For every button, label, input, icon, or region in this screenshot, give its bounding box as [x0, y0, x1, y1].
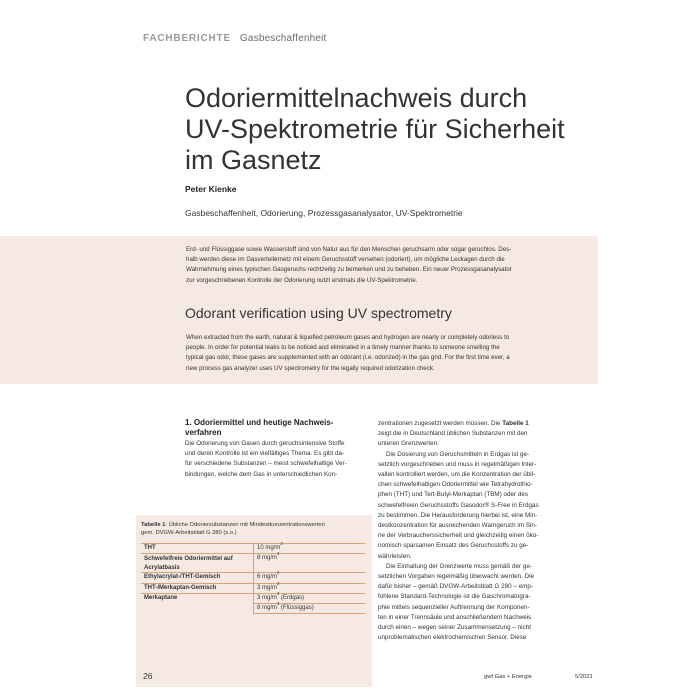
- abstract-line: halb werden diese im Gasverteilernetz mit einem Geruchsstoff versehen (odoriert), um mögliche Leckagen durch die: [186, 256, 505, 264]
- body-line: setzlich vorgeschrieben und muss in regelmäßigen Inter-: [378, 460, 537, 468]
- section-heading-line: verfahren: [185, 428, 222, 437]
- body-line: nomisch sparsamen Einsatz des Geruchsstoffs zu ge-: [378, 542, 529, 550]
- body-line: für verschiedene Substanzen – meist schwefelhaltige Ver-: [185, 460, 347, 468]
- table-reference: Tabelle 1: [502, 420, 529, 427]
- value-cell: [254, 590, 366, 603]
- substance-line: Schwefelfreie Odoriermittel auf: [144, 556, 233, 563]
- unit-exponent: 3: [280, 541, 283, 546]
- body-line: fohlene Standard-Technologie ist die Gaschromatogra-: [378, 593, 531, 601]
- body-line: Die Odorierung von Gasen durch geruchsintensive Stoffe: [185, 440, 345, 447]
- value-cell: [254, 580, 366, 593]
- unit-exponent: 3: [277, 570, 280, 576]
- body-line: Die Dosierung von Geruchsmitteln in Erdgas ist ge-: [386, 450, 530, 458]
- abstract-english: [186, 333, 584, 374]
- body-line: zu bestimmen. Die Herausforderung hierbei ist, eine Min-: [378, 511, 538, 519]
- body-line: durch einen – wegen seiner Zusammensetzung – nicht: [378, 624, 531, 632]
- substance-cell: THT: [141, 544, 254, 554]
- substance-cell: Ethylacrylat-/THT-Gemisch: [141, 573, 254, 583]
- keywords: Gasbeschaffenheit, Odorierung, Prozessgasanalysator, UV-Spektrometrie: [185, 208, 463, 218]
- substance-cell: THT-/Merkaptan-Gemisch: [141, 583, 254, 593]
- abstract-line: Wahrnehmung eines typischen Gasgeruchs rechtzeitig zu bemerken und zu beheben. Ein neuer Prozessgasanalysator: [186, 266, 512, 274]
- value-text: 6 mg/m: [257, 574, 278, 581]
- value-text: 3 mg/m: [257, 584, 278, 591]
- issue-number: 5/2021: [575, 674, 593, 680]
- table-row: [141, 573, 365, 583]
- abstract-line: typical gas odor, these gases are supplemented with an odorant (i.e. odorized) in the gas grid. For the first time ever, a: [186, 354, 510, 362]
- article-title: [185, 83, 605, 176]
- body-line: destkonzentration für ausreichenden Warngeruch im Sin-: [378, 522, 538, 530]
- table-row: [141, 554, 365, 573]
- value-qualifier: (Erdgas): [279, 594, 305, 601]
- value-cell: [254, 570, 366, 583]
- body-line: vallen kontrolliert werden, um die Konzentration der übli-: [378, 471, 536, 479]
- title-line: UV-Spektrometrie für Sicherheit: [185, 114, 565, 144]
- value-qualifier: (Flüssiggas): [279, 605, 314, 611]
- body-line: zeigt die in Deutschland üblichen Substanzen mit den: [378, 430, 528, 438]
- odorant-table: [141, 543, 365, 614]
- unit-exponent: 3: [277, 551, 280, 557]
- header-topic: Gasbeschaffenheit: [239, 33, 327, 44]
- substance-cell: Merkaptane: [141, 593, 254, 603]
- unit-exponent: 3: [277, 590, 280, 596]
- caption-line: [141, 521, 371, 529]
- body-line: chen schwefelhaltigen Odoriermittel wie Tetrahydrothio-: [378, 481, 533, 489]
- caption-text: : Übliche Odoriersubstanzen mit Mindestkonzentrationswerten: [165, 522, 325, 528]
- abstract-line: people. In order for potential leaks to be noticed and eliminated in a timely manner thanks to someone smelling the: [186, 344, 500, 352]
- unit-exponent: 3: [277, 580, 280, 586]
- substance-line: Acrylatbasis: [144, 564, 180, 571]
- abstract-line: When extracted from the earth, natural & liquefied petroleum gases and hydrogen are nearly or completely odorless to: [186, 334, 510, 341]
- unit-exponent: 3: [277, 601, 280, 606]
- journal-name: gwf Gas + Energie: [484, 674, 532, 680]
- caption-label: Tabelle 1: [141, 522, 166, 528]
- header-section: FACHBERICHTE: [143, 33, 231, 44]
- value-text: 3 mg/m: [257, 594, 278, 601]
- abstract-line: zur vorgeschriebenen Kontrolle der Odorierung nutzt erstmals die UV-Spektrometrie.: [186, 276, 418, 284]
- abstract-german: [186, 245, 584, 286]
- page-number: 26: [143, 671, 153, 681]
- body-line: phen (THT) und Tert-Butyl-Merkaptan (TBM) oder des: [378, 491, 529, 499]
- abstract-line: Erd- und Flüssiggase sowie Wasserstoff sind von Natur aus für den Menschen geruchsarm oder sogar geruchlos. Des-: [186, 246, 512, 253]
- substance-cell: [141, 554, 254, 573]
- right-column-text: [378, 419, 539, 643]
- body-line: und deren Kontrolle ist ein vielfältiges Thema. Es gibt da-: [185, 450, 345, 458]
- section-heading-line: 1. Odoriermittel und heutige Nachweis-: [185, 418, 334, 427]
- body-line: ten in einer Trennsäule und anschließendem Nachweis: [378, 613, 532, 621]
- author-name: Peter Kienke: [185, 184, 237, 194]
- value-text: 8 mg/m: [257, 555, 278, 562]
- body-line: bindungen, welche dem Gas in unterschiedlichen Kon-: [185, 470, 338, 478]
- value-cell: [254, 541, 366, 557]
- body-line: unteren Grenzwerten.: [378, 440, 439, 448]
- title-line: im Gasnetz: [185, 145, 322, 175]
- body-line: schwefelfreien Geruchsstoffs Gasodor® S-Free in Erdgas: [378, 501, 539, 509]
- value-cell: [254, 601, 366, 614]
- body-line: Die Einhaltung der Grenzwerte muss gemäß der ge-: [386, 562, 532, 570]
- substance-cell: [141, 604, 254, 614]
- abstract-line: new process gas analyzer uses UV spectrometry for the legally required odorization check.: [186, 364, 435, 372]
- table-row: [141, 593, 365, 603]
- table-row: [141, 544, 365, 554]
- table-caption: [141, 521, 371, 537]
- body-line: dafür bisher – gemäß DVGW-Arbeitsblatt G 280 – emp-: [378, 583, 533, 591]
- value-cell: [254, 551, 366, 576]
- body-text: zentrationen zugesetzt werden müssen. Die: [378, 420, 503, 427]
- body-line: währleisten.: [378, 552, 412, 560]
- value-text: 8 mg/m: [257, 605, 278, 611]
- body-line: ne der Verbraucherssicherheit und gleichzeitig einen öko-: [378, 532, 539, 540]
- table-row: [141, 604, 365, 614]
- table-row: [141, 583, 365, 593]
- caption-line: gem. DVGW-Arbeitsblatt G 280 (s.o.): [141, 530, 237, 537]
- body-line: [378, 419, 539, 429]
- english-title: Odorant verification using UV spectrometry: [185, 305, 452, 321]
- body-line: unproblematischen elektrochemischen Sensor. Diese: [378, 634, 527, 642]
- title-line: Odoriermittelnachweis durch: [185, 83, 528, 113]
- body-line: setzlichen Vorgaben regelmäßig überwacht werden. Die: [378, 573, 535, 581]
- section-heading: [185, 418, 333, 438]
- value-text: 10 mg/m: [257, 545, 281, 551]
- left-column-text: [185, 439, 347, 480]
- running-header: [143, 33, 327, 44]
- body-line: phie mittels sequenzieller Auftrennung der Komponen-: [378, 603, 530, 611]
